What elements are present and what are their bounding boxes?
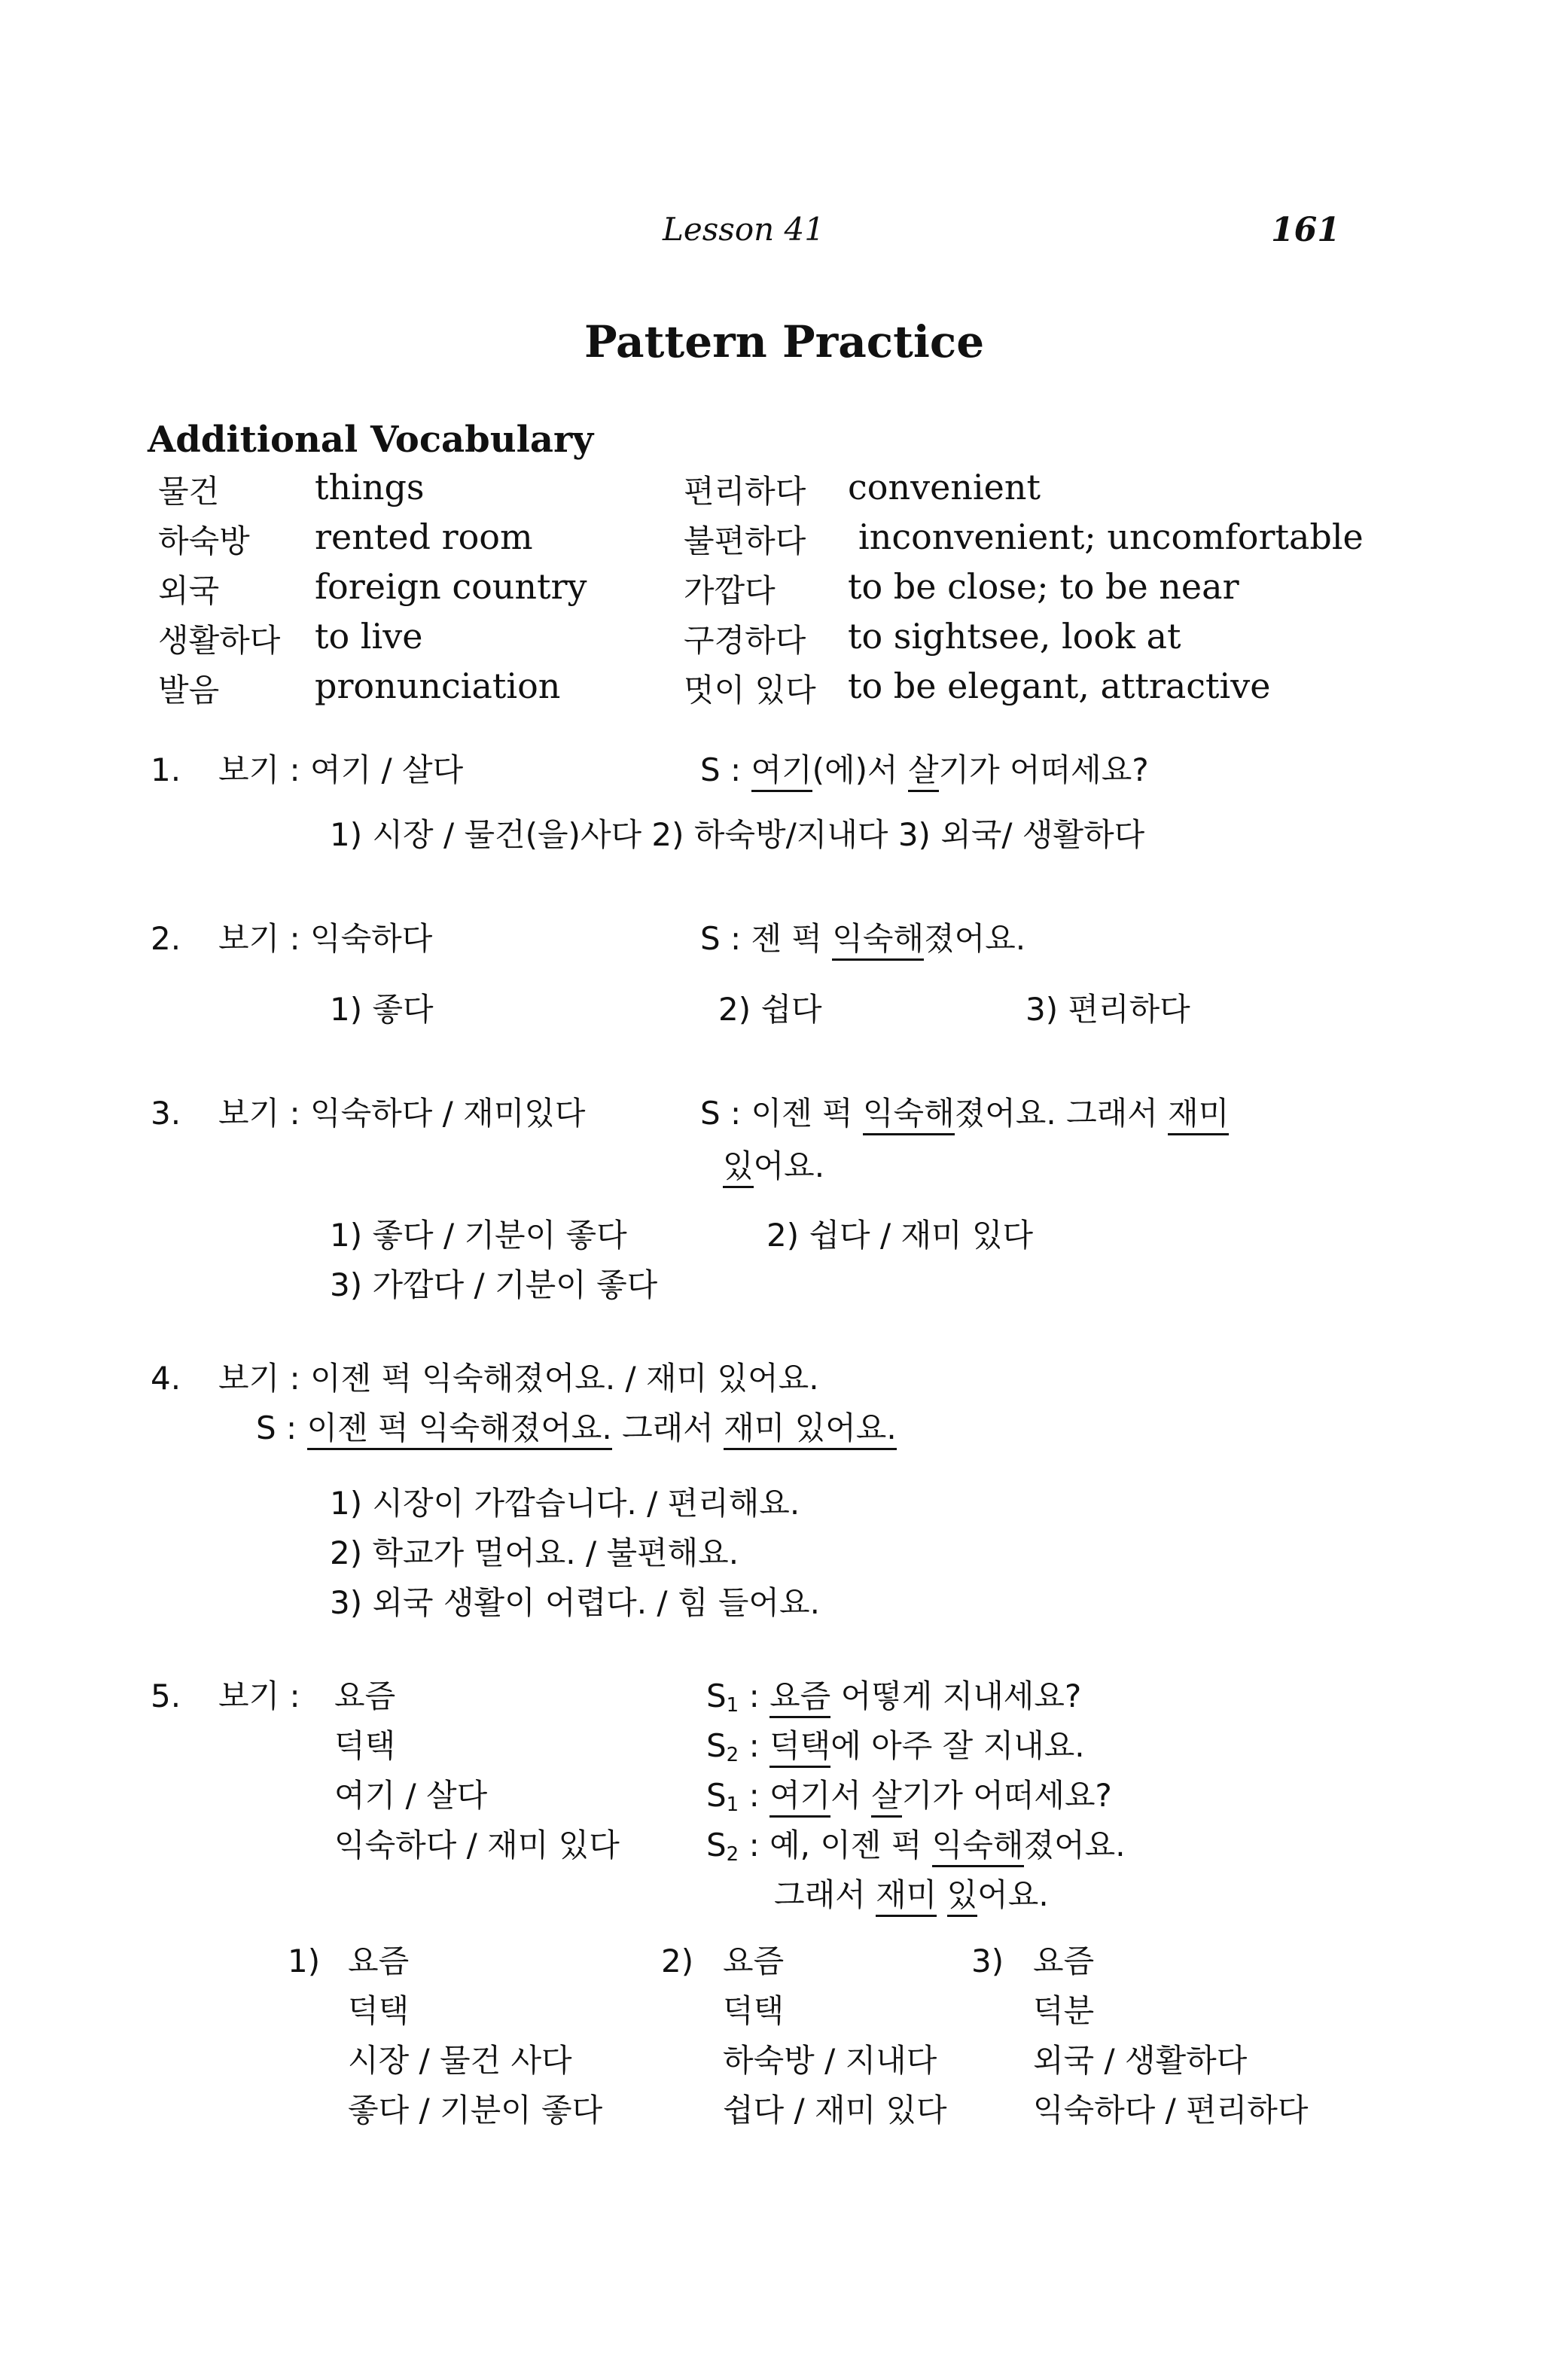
bogi-line: 여기 / 살다 <box>334 1777 488 1814</box>
vocab-korean: 발음 <box>158 672 220 709</box>
vocab-korean: 생활하다 <box>158 622 281 659</box>
item-line: 요즘 <box>723 1943 785 1979</box>
vocab-english: things <box>315 467 425 507</box>
dialogue-line: $S_2$ : 예, 이젠 퍽 익숙해졌어요. <box>706 1827 1126 1866</box>
bogi-line: 익숙하다 / 재미 있다 <box>334 1827 620 1863</box>
exercise-number: 3. <box>151 1095 181 1132</box>
exercise-item: 1) 좋다 <box>330 991 434 1028</box>
item-line: 외국 / 생활하다 <box>1033 2042 1248 2079</box>
exercise-number: 5. <box>151 1678 181 1714</box>
vocab-english: convenient <box>848 467 1041 507</box>
vocab-english: to sightsee, look at <box>848 616 1181 657</box>
dialogue-line: $S_1$ : 요즘 어떻게 지내세요? <box>706 1678 1082 1717</box>
vocab-korean: 가깝다 <box>684 572 776 609</box>
dialogue-line: 그래서 재미 있어요. <box>774 1876 1049 1914</box>
bogi-line: 요즘 <box>334 1678 396 1714</box>
exercise-item: 3) 가깝다 / 기분이 좋다 <box>330 1266 658 1303</box>
exercise-number: 4. <box>151 1360 181 1397</box>
item-line: 하숙방 / 지내다 <box>723 2042 937 2079</box>
exercise-item: 3) 편리하다 <box>1025 991 1190 1028</box>
exercise-item: 2) 쉽다 <box>718 991 822 1028</box>
item-line: 요즘 <box>348 1943 410 1979</box>
vocab-korean: 불편하다 <box>684 523 806 559</box>
vocab-korean: 외국 <box>158 572 220 609</box>
bogi-label: 보기 : <box>218 1678 300 1714</box>
vocab-korean: 하숙방 <box>158 523 250 559</box>
vocab-korean: 편리하다 <box>684 473 806 510</box>
dialogue-line: $S_2$ : 덕택에 아주 잘 지내요. <box>706 1727 1085 1766</box>
vocab-english: to be close; to be near <box>848 566 1239 607</box>
sample-sentence: S : 이젠 퍽 익숙해졌어요. 그래서 재미 있어요. <box>256 1409 897 1447</box>
page-number: 161 <box>1271 211 1340 249</box>
item-line: 쉽다 / 재미 있다 <box>723 2092 947 2129</box>
item-line: 익숙하다 / 편리하다 <box>1033 2092 1309 2129</box>
vocab-english: to live <box>315 616 423 657</box>
vocab-english: inconvenient; uncomfortable <box>858 517 1364 557</box>
item-label: 3) <box>971 1943 1004 1979</box>
vocab-english: foreign country <box>315 566 587 607</box>
vocab-english: pronunciation <box>315 666 561 706</box>
page-title: Pattern Practice <box>584 316 985 367</box>
vocab-korean: 물건 <box>158 473 220 510</box>
exercise-number: 1. <box>151 751 181 788</box>
vocab-heading: Additional Vocabulary <box>148 419 594 461</box>
item-line: 덕택 <box>348 1992 410 2029</box>
exercise-item: 3) 외국 생활이 어렵다. / 힘 들어요. <box>330 1584 820 1621</box>
exercise-items: 1) 시장 / 물건(을)사다 2) 하숙방/지내다 3) 외국/ 생활하다 <box>330 816 1145 853</box>
exercise-item: 2) 학교가 멀어요. / 불편해요. <box>330 1534 739 1571</box>
exercise-item: 1) 시장이 가깝습니다. / 편리해요. <box>330 1485 800 1522</box>
item-line: 덕분 <box>1033 1992 1095 2029</box>
bogi-prompt: 보기 : 이젠 퍽 익숙해졌어요. / 재미 있어요. <box>218 1360 819 1397</box>
dialogue-line: $S_1$ : 여기서 살기가 어떠세요? <box>706 1777 1112 1816</box>
item-label: 2) <box>661 1943 694 1979</box>
bogi-line: 덕택 <box>334 1727 396 1764</box>
exercise-item: 2) 쉽다 / 재미 있다 <box>766 1217 1034 1254</box>
vocab-korean: 멋이 있다 <box>684 672 816 709</box>
sample-sentence: S : 젠 퍽 익숙해졌어요. <box>700 920 1025 958</box>
bogi-prompt: 보기 : 익숙하다 / 재미있다 <box>218 1095 586 1132</box>
item-label: 1) <box>288 1943 321 1979</box>
sample-sentence: S : 이젠 퍽 익숙해졌어요. 그래서 재미 <box>700 1095 1229 1132</box>
exercise-item: 1) 좋다 / 기분이 좋다 <box>330 1217 627 1254</box>
vocab-korean: 구경하다 <box>684 622 806 659</box>
item-line: 덕택 <box>723 1992 785 2029</box>
exercise-number: 2. <box>151 920 181 957</box>
item-line: 요즘 <box>1033 1943 1095 1979</box>
bogi-prompt: 보기 : 익숙하다 <box>218 920 433 957</box>
sample-sentence: S : 여기(에)서 살기가 어떠세요? <box>700 751 1149 789</box>
item-line: 좋다 / 기분이 좋다 <box>348 2092 603 2129</box>
item-line: 시장 / 물건 사다 <box>348 2042 572 2079</box>
vocab-english: to be elegant, attractive <box>848 666 1271 706</box>
vocab-english: rented room <box>315 517 533 557</box>
bogi-prompt: 보기 : 여기 / 살다 <box>218 751 464 788</box>
lesson-label: Lesson 41 <box>663 211 824 248</box>
sample-sentence-continued: 있어요. <box>723 1147 824 1185</box>
